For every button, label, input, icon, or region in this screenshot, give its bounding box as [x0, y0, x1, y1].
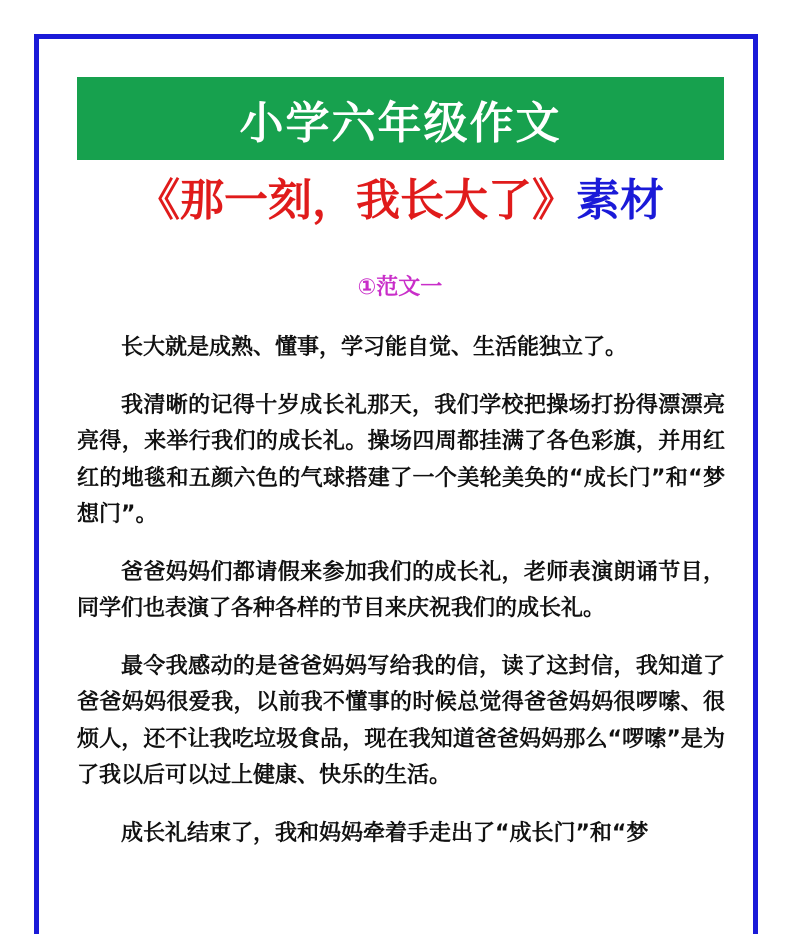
- banner-title: 小学六年级作文: [239, 97, 562, 149]
- essay-subtitle: [60, 170, 740, 232]
- paragraph: 成长礼结束了，我和妈妈牵着手走出了“成长门”和“梦: [121, 820, 649, 846]
- paragraph: 长大就是成熟、懂事，学习能自觉、生活能独立了。: [121, 335, 628, 360]
- paragraph: 爸爸妈妈们都请假来参加我们的成长礼，老师表演朗诵节目，同学们也表演了各种各样的节目来庆祝我们的成长礼。: [77, 559, 725, 621]
- subtitle-material-label: 素材: [576, 175, 664, 226]
- section-heading: ①范文一: [357, 275, 443, 300]
- subtitle-essay-name: 《那一刻，我长大了》: [136, 175, 576, 226]
- title-banner: [77, 77, 724, 160]
- essay-body: [77, 330, 725, 873]
- paragraph: 最令我感动的是爸爸妈妈写给我的信，读了这封信，我知道了爸爸妈妈很爱我，以前我不懂事的时候总觉得爸爸妈妈很啰嗦、很烦人，还不让我吃垃圾食品，现在我知道爸爸妈妈那么“啰嗦”是为了我以后可以过上健康、快乐的生活。: [77, 653, 725, 788]
- paragraph: 我清晰的记得十岁成长礼那天，我们学校把操场打扮得漂漂亮亮得，来举行我们的成长礼。操场四周都挂满了各色彩旗，并用红红的地毯和五颜六色的气球搭建了一个美轮美奂的“成长门”和“梦想门”。: [77, 392, 725, 527]
